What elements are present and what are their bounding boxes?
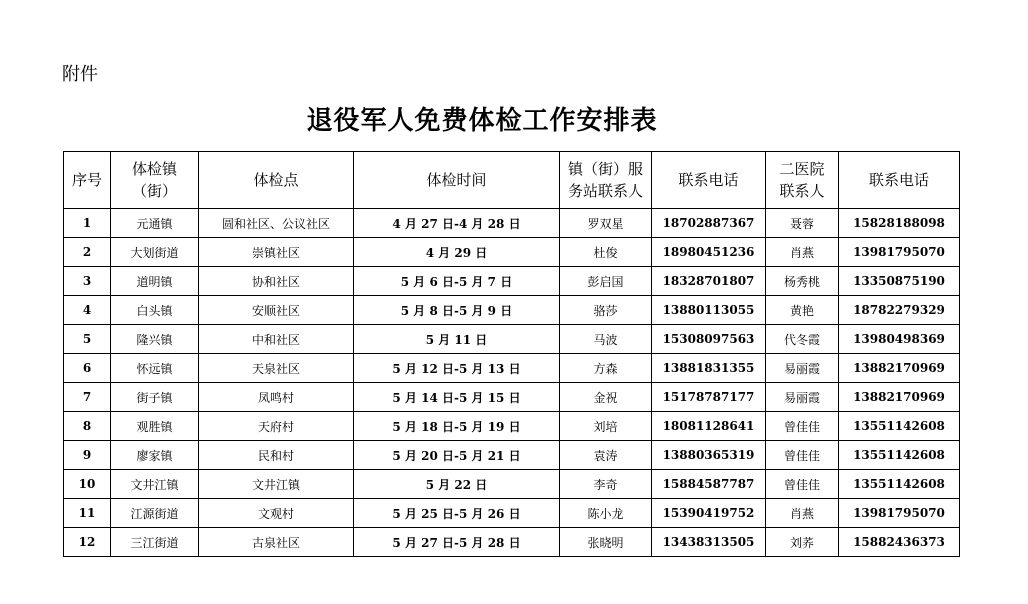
- cell-hospital-phone: 13882170969: [839, 383, 960, 412]
- cell-no: 1: [64, 209, 111, 238]
- cell-no: 4: [64, 296, 111, 325]
- attachment-label: 附件: [62, 64, 98, 85]
- cell-hospital-phone: 13981795070: [839, 499, 960, 528]
- cell-station-phone: 13880113055: [652, 296, 766, 325]
- table-row: [64, 441, 960, 470]
- cell-station-phone: 18081128641: [652, 412, 766, 441]
- cell-site: 凤鸣村: [199, 383, 354, 412]
- table-row: [64, 499, 960, 528]
- cell-hospital-contact: 聂蓉: [766, 209, 839, 238]
- table-row: [64, 354, 960, 383]
- header-station-contact: 镇（街）服 务站联系人: [560, 152, 652, 209]
- header-town: 体检镇 （街）: [111, 152, 199, 209]
- cell-site: 古泉社区: [199, 528, 354, 557]
- cell-time: 4 月 27 日-4 月 28 日: [354, 209, 560, 238]
- cell-hospital-contact: 肖燕: [766, 499, 839, 528]
- cell-no: 8: [64, 412, 111, 441]
- cell-town: 江源街道: [111, 499, 199, 528]
- cell-town: 观胜镇: [111, 412, 199, 441]
- cell-hospital-contact: 易丽霞: [766, 383, 839, 412]
- cell-station-contact: 杜俊: [560, 238, 652, 267]
- table-row: [64, 267, 960, 296]
- cell-no: 12: [64, 528, 111, 557]
- cell-station-phone: 15390419752: [652, 499, 766, 528]
- cell-time: 5 月 8 日-5 月 9 日: [354, 296, 560, 325]
- table-row: [64, 383, 960, 412]
- cell-hospital-contact: 曾佳佳: [766, 412, 839, 441]
- cell-time: 5 月 6 日-5 月 7 日: [354, 267, 560, 296]
- cell-station-contact: 马波: [560, 325, 652, 354]
- cell-time: 5 月 11 日: [354, 325, 560, 354]
- cell-site: 安顺社区: [199, 296, 354, 325]
- cell-station-contact: 袁涛: [560, 441, 652, 470]
- cell-station-phone: 13880365319: [652, 441, 766, 470]
- table-row: [64, 412, 960, 441]
- cell-site: 民和村: [199, 441, 354, 470]
- cell-site: 天泉社区: [199, 354, 354, 383]
- cell-station-contact: 刘培: [560, 412, 652, 441]
- cell-hospital-contact: 黄艳: [766, 296, 839, 325]
- cell-hospital-contact: 刘荞: [766, 528, 839, 557]
- cell-time: 5 月 25 日-5 月 26 日: [354, 499, 560, 528]
- header-phone-2: 联系电话: [839, 152, 960, 209]
- cell-site: 天府村: [199, 412, 354, 441]
- cell-no: 3: [64, 267, 111, 296]
- cell-hospital-phone: 18782279329: [839, 296, 960, 325]
- cell-no: 9: [64, 441, 111, 470]
- cell-town: 街子镇: [111, 383, 199, 412]
- cell-hospital-contact: 曾佳佳: [766, 470, 839, 499]
- cell-no: 7: [64, 383, 111, 412]
- cell-station-phone: 13881831355: [652, 354, 766, 383]
- table-row: [64, 238, 960, 267]
- cell-hospital-phone: 13350875190: [839, 267, 960, 296]
- cell-town: 道明镇: [111, 267, 199, 296]
- cell-no: 6: [64, 354, 111, 383]
- schedule-table: [63, 151, 960, 557]
- cell-town: 元通镇: [111, 209, 199, 238]
- cell-time: 5 月 12 日-5 月 13 日: [354, 354, 560, 383]
- cell-station-phone: 15308097563: [652, 325, 766, 354]
- cell-time: 5 月 27 日-5 月 28 日: [354, 528, 560, 557]
- cell-station-contact: 张晓明: [560, 528, 652, 557]
- table-header-row: [64, 152, 960, 209]
- cell-station-contact: 李奇: [560, 470, 652, 499]
- table-row: [64, 470, 960, 499]
- cell-hospital-contact: 杨秀桃: [766, 267, 839, 296]
- cell-time: 5 月 18 日-5 月 19 日: [354, 412, 560, 441]
- cell-time: 4 月 29 日: [354, 238, 560, 267]
- cell-town: 廖家镇: [111, 441, 199, 470]
- table-row: [64, 209, 960, 238]
- cell-hospital-phone: 15882436373: [839, 528, 960, 557]
- header-site: 体检点: [199, 152, 354, 209]
- cell-hospital-phone: 13551142608: [839, 441, 960, 470]
- cell-station-contact: 彭启国: [560, 267, 652, 296]
- table-row: [64, 325, 960, 354]
- table-row: [64, 528, 960, 557]
- cell-town: 三江街道: [111, 528, 199, 557]
- cell-hospital-contact: 曾佳佳: [766, 441, 839, 470]
- cell-hospital-phone: 13981795070: [839, 238, 960, 267]
- page-title: 退役军人免费体检工作安排表: [306, 106, 658, 136]
- header-time: 体检时间: [354, 152, 560, 209]
- cell-hospital-phone: 13882170969: [839, 354, 960, 383]
- cell-site: 协和社区: [199, 267, 354, 296]
- cell-no: 11: [64, 499, 111, 528]
- cell-no: 5: [64, 325, 111, 354]
- cell-hospital-contact: 代冬霞: [766, 325, 839, 354]
- cell-station-contact: 金祝: [560, 383, 652, 412]
- cell-station-phone: 13438313505: [652, 528, 766, 557]
- cell-station-contact: 方森: [560, 354, 652, 383]
- cell-station-contact: 骆莎: [560, 296, 652, 325]
- cell-time: 5 月 22 日: [354, 470, 560, 499]
- cell-hospital-contact: 肖燕: [766, 238, 839, 267]
- cell-time: 5 月 20 日-5 月 21 日: [354, 441, 560, 470]
- cell-site: 文观村: [199, 499, 354, 528]
- cell-time: 5 月 14 日-5 月 15 日: [354, 383, 560, 412]
- cell-station-contact: 陈小龙: [560, 499, 652, 528]
- cell-station-phone: 18980451236: [652, 238, 766, 267]
- cell-town: 隆兴镇: [111, 325, 199, 354]
- cell-hospital-phone: 13980498369: [839, 325, 960, 354]
- cell-site: 圆和社区、公议社区: [199, 209, 354, 238]
- header-phone-1: 联系电话: [652, 152, 766, 209]
- header-hospital-contact: 二医院 联系人: [766, 152, 839, 209]
- cell-site: 文井江镇: [199, 470, 354, 499]
- cell-hospital-phone: 13551142608: [839, 412, 960, 441]
- cell-town: 文井江镇: [111, 470, 199, 499]
- cell-station-phone: 18328701807: [652, 267, 766, 296]
- cell-station-phone: 18702887367: [652, 209, 766, 238]
- header-no: 序号: [64, 152, 111, 209]
- cell-town: 白头镇: [111, 296, 199, 325]
- cell-town: 怀远镇: [111, 354, 199, 383]
- cell-hospital-phone: 15828188098: [839, 209, 960, 238]
- table-row: [64, 296, 960, 325]
- cell-site: 崇镇社区: [199, 238, 354, 267]
- cell-town: 大划街道: [111, 238, 199, 267]
- cell-hospital-contact: 易丽霞: [766, 354, 839, 383]
- cell-station-phone: 15884587787: [652, 470, 766, 499]
- cell-no: 2: [64, 238, 111, 267]
- cell-site: 中和社区: [199, 325, 354, 354]
- cell-hospital-phone: 13551142608: [839, 470, 960, 499]
- cell-no: 10: [64, 470, 111, 499]
- cell-station-contact: 罗双星: [560, 209, 652, 238]
- cell-station-phone: 15178787177: [652, 383, 766, 412]
